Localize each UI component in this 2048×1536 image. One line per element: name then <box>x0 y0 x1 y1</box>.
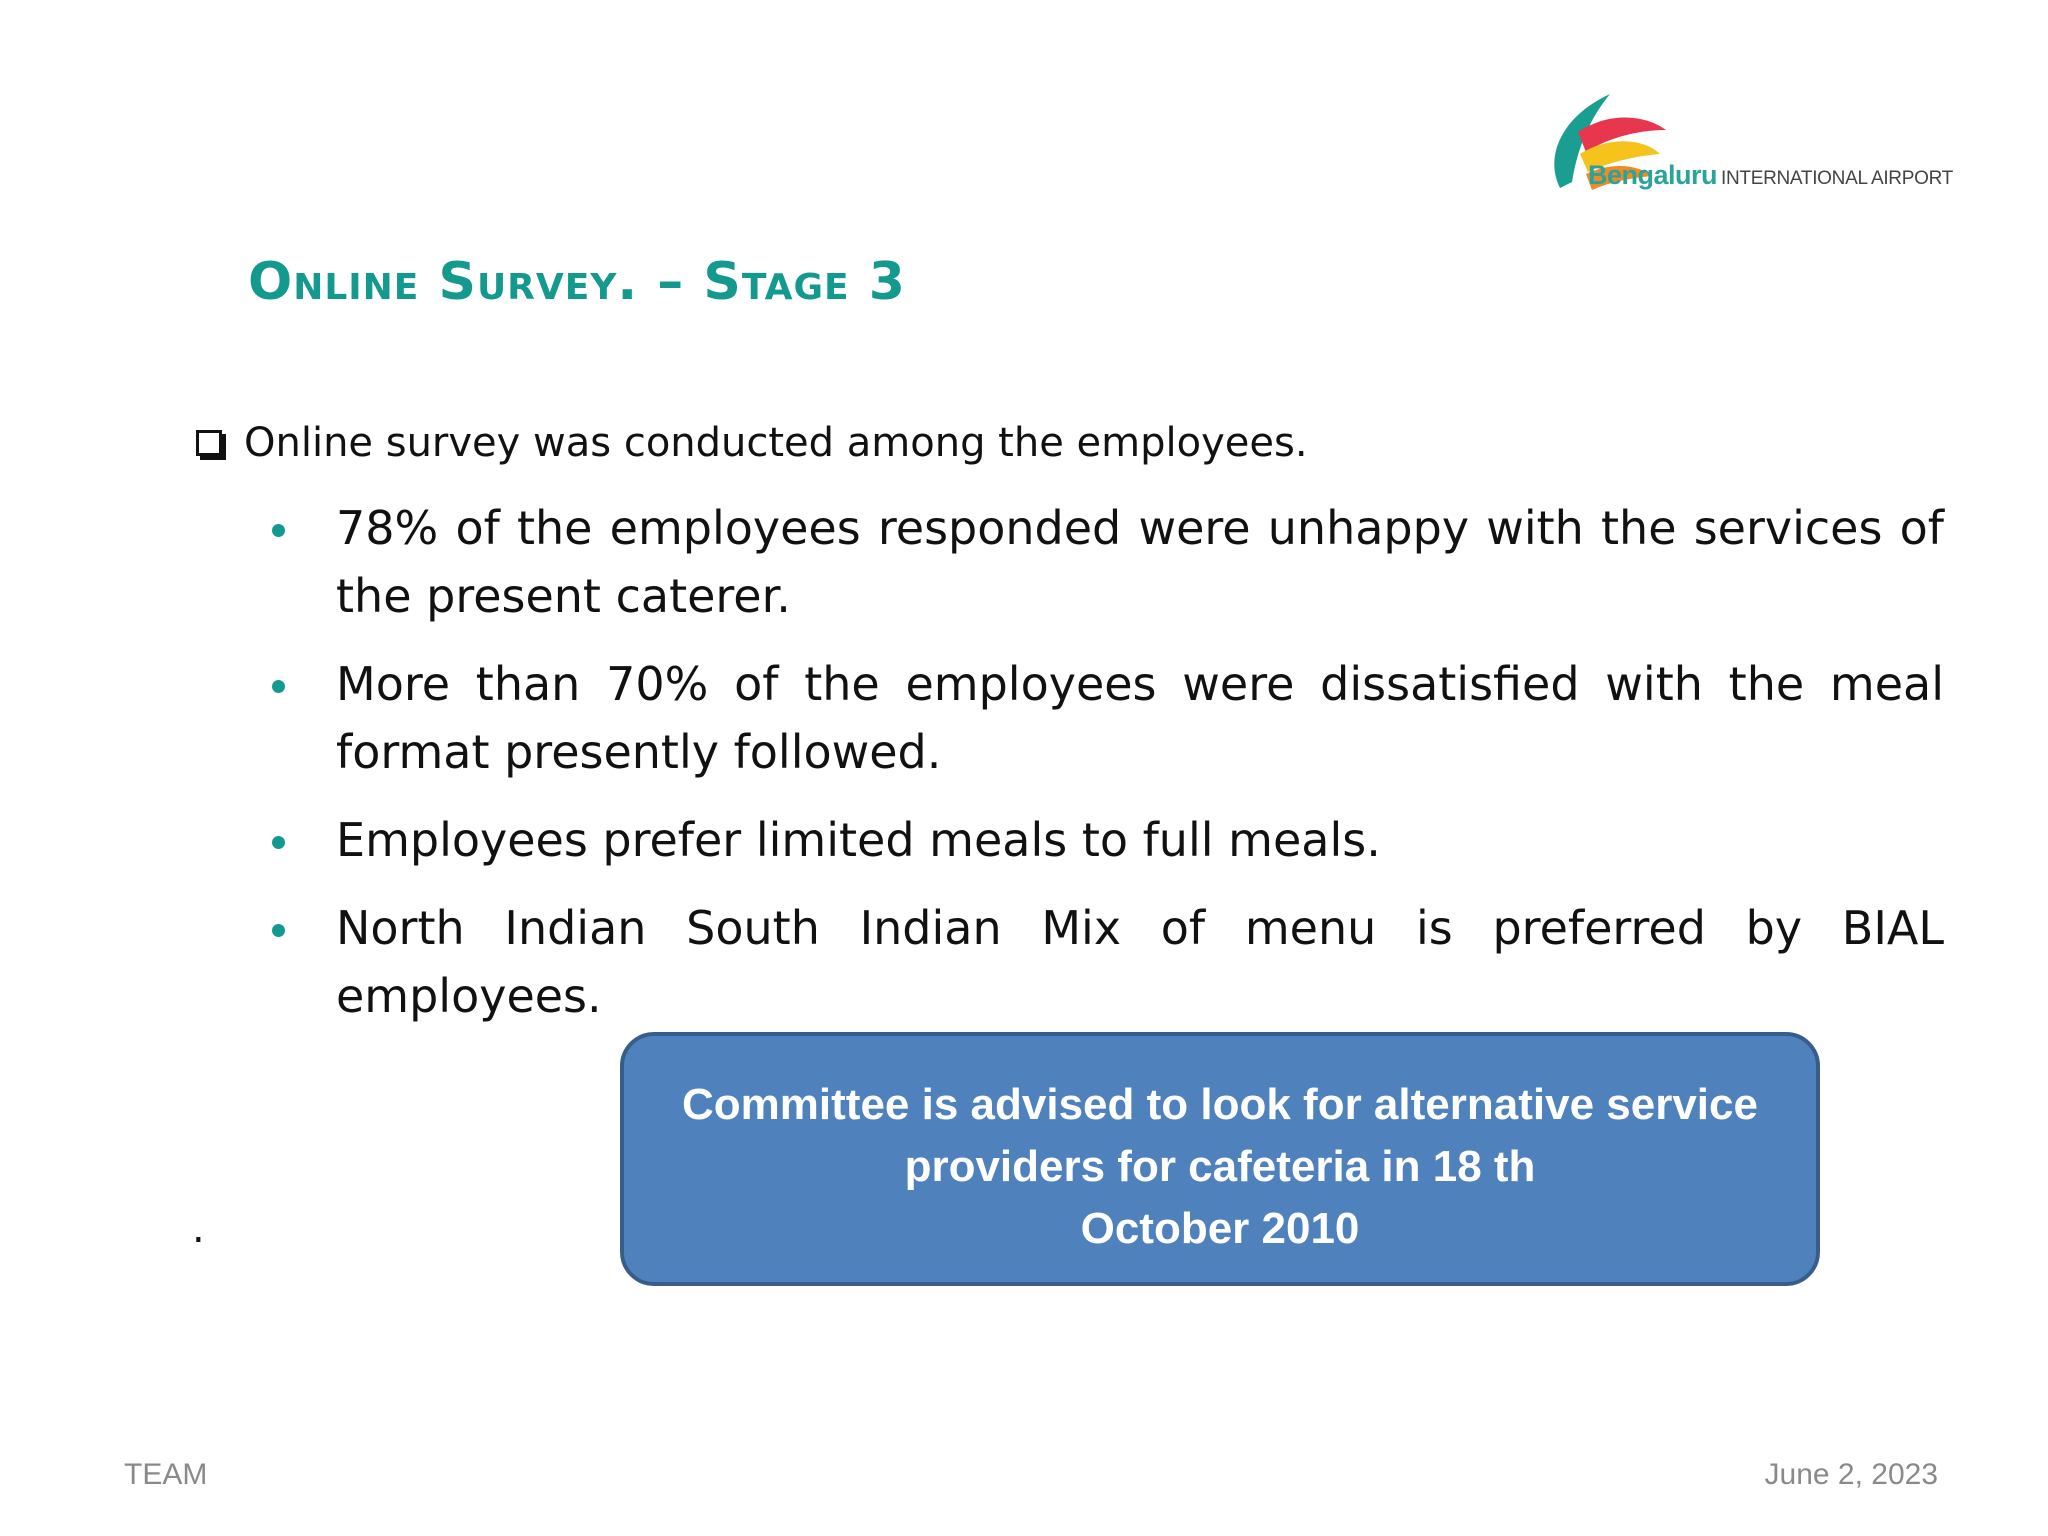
list-item <box>268 894 1944 1030</box>
bullet-dot-icon <box>272 680 285 693</box>
logo-name: Bengaluru <box>1588 160 1718 190</box>
intro-line <box>196 420 1308 466</box>
bengaluru-airport-logo <box>1548 86 1978 206</box>
footer-date: June 2, 2023 <box>1764 1458 1938 1491</box>
logo-text <box>1588 160 1953 191</box>
bullet-dot-icon <box>272 924 285 937</box>
slide-title: Online Survey. – Stage 3 <box>248 252 906 312</box>
bullet-dot-icon <box>272 524 285 537</box>
bullet-text: 78% of the employees responded were unhappy with the services of the present caterer. <box>336 501 1944 623</box>
bullet-list <box>268 494 1944 1050</box>
callout-box: Committee is advised to look for alternative service providers for cafeteria in 18 th October 2010 <box>620 1032 1820 1286</box>
bullet-text: More than 70% of the employees were dissatisfied with the meal format presently followed. <box>336 657 1944 779</box>
bullet-text: Employees prefer limited meals to full meals. <box>336 813 1381 867</box>
intro-text: Online survey was conducted among the employees. <box>244 420 1308 466</box>
logo-subtitle: INTERNATIONAL AIRPORT <box>1721 168 1953 189</box>
bullet-dot-icon <box>272 836 285 849</box>
bullet-text: North Indian South Indian Mix of menu is preferred by BIAL employees. <box>336 901 1944 1023</box>
list-item <box>268 650 1944 786</box>
list-item <box>268 806 1944 874</box>
stray-dot: . <box>192 1206 205 1252</box>
footer-left-text: TEAM <box>124 1458 208 1491</box>
list-item <box>268 494 1944 630</box>
checkbox-bullet-icon <box>196 430 222 456</box>
